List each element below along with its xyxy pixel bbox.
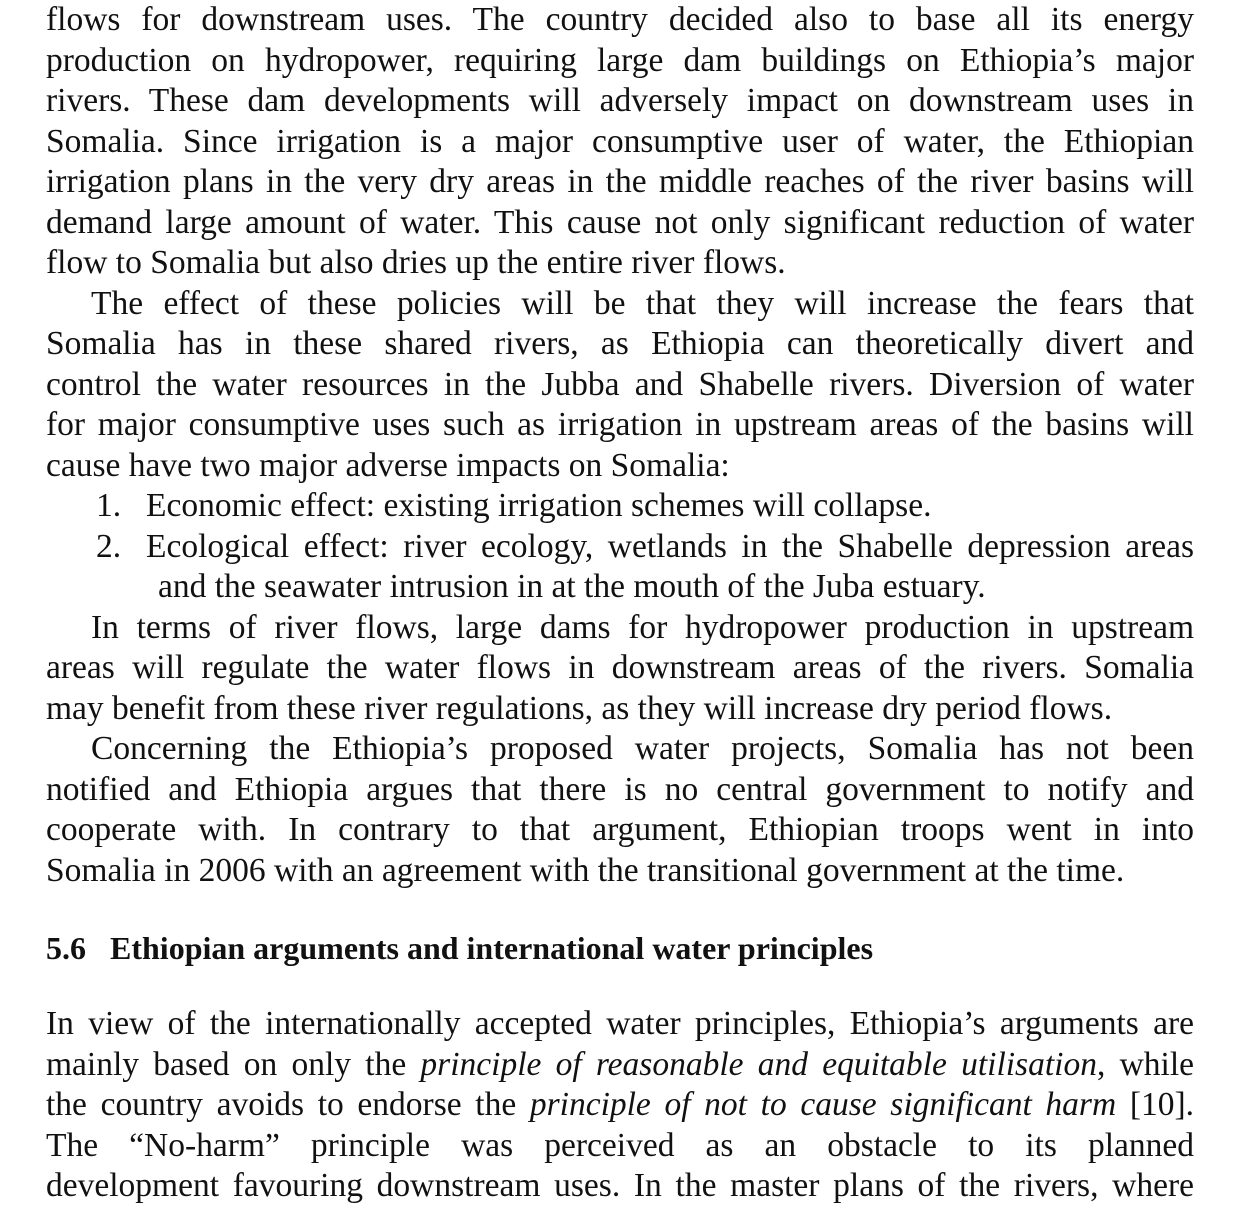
text-line: Somalia. Since irrigation is a major consumptive user of water, the Ethiopian [46, 122, 1194, 160]
list-item [46, 527, 1194, 608]
text-run: , while [1096, 1045, 1194, 1083]
text-line: irrigation plans in the very dry areas in the middle reaches of the river basins will [46, 163, 1194, 200]
text-line: areas will regulate the water flows in downstream areas of the rivers. Somalia [46, 649, 1194, 686]
section-heading [46, 928, 873, 968]
text-line: cooperate with. In contrary to that argument, Ethiopian troops went in into [46, 811, 1194, 848]
text-line: production on hydropower, requiring large dam buildings on Ethiopia’s major [46, 41, 1194, 79]
text-run: [10]. [1116, 1086, 1195, 1123]
paragraph-dam-developments [46, 0, 1194, 284]
impacts-list [46, 486, 1194, 608]
text-line: In terms of river flows, large dams for hydropower production in upstream [91, 608, 1194, 646]
text-line: for major consumptive uses such as irrigation in upstream areas of the basins will [46, 406, 1194, 443]
text-line: The “No-harm” principle was perceived as an obstacle to its planned [46, 1126, 1194, 1164]
section-title: Ethiopian arguments and international water principles [110, 930, 874, 966]
emphasis-principle-equitable: principle of reasonable and equitable utilisation [420, 1045, 1097, 1083]
list-item-text: Ecological effect: river ecology, wetlands in the Shabelle depression areas [146, 527, 1194, 565]
body-text-top [46, 0, 1194, 891]
text-line: Concerning the Ethiopia’s proposed water projects, Somalia has not been [91, 730, 1194, 767]
text-line: rivers. These dam developments will adversely impact on downstream uses in [46, 82, 1194, 119]
paragraph-notification [46, 729, 1194, 891]
emphasis-principle-no-harm: principle of not to cause significant harm [529, 1086, 1117, 1123]
text-line: The effect of these policies will be that they will increase the fears that [91, 284, 1194, 322]
text-run: the country avoids to endorse the [46, 1086, 530, 1123]
list-item [46, 486, 1194, 527]
text-line [46, 1085, 1194, 1126]
list-number: 2. [96, 527, 122, 565]
list-item-text-continued: and the seawater intrusion in at the mouth of the Juba estuary. [158, 568, 986, 605]
body-text-bottom [46, 1004, 1194, 1207]
section-number: 5.6 [46, 930, 86, 966]
paragraph-policy-effects [46, 284, 1194, 487]
list-number: 1. [96, 487, 122, 524]
text-line: demand large amount of water. This cause not only significant reduction of water [46, 203, 1194, 241]
text-line: cause have two major adverse impacts on Somalia: [46, 446, 730, 484]
text-run: mainly based on only the [46, 1045, 421, 1083]
list-item-text: Economic effect: existing irrigation schemes will collapse. [146, 487, 932, 524]
text-line: development favouring downstream uses. In the master plans of the rivers, where [46, 1167, 1194, 1204]
paragraph-river-flows [46, 608, 1194, 730]
text-line [46, 1045, 1194, 1086]
text-line: notified and Ethiopia argues that there is no central government to notify and [46, 770, 1194, 808]
text-line: may benefit from these river regulations, as they will increase dry period flows. [46, 689, 1113, 727]
text-line: In view of the internationally accepted water principles, Ethiopia’s arguments are [46, 1005, 1194, 1042]
text-line: Somalia has in these shared rivers, as Ethiopia can theoretically divert and [46, 325, 1194, 362]
text-line: flow to Somalia but also dries up the entire river flows. [46, 244, 786, 281]
text-line: control the water resources in the Jubba and Shabelle rivers. Diversion of water [46, 365, 1194, 403]
paragraph-water-principles [46, 1004, 1194, 1207]
text-line: flows for downstream uses. The country decided also to base all its energy [46, 1, 1194, 38]
text-line: Somalia in 2006 with an agreement with the transitional government at the time. [46, 851, 1125, 889]
